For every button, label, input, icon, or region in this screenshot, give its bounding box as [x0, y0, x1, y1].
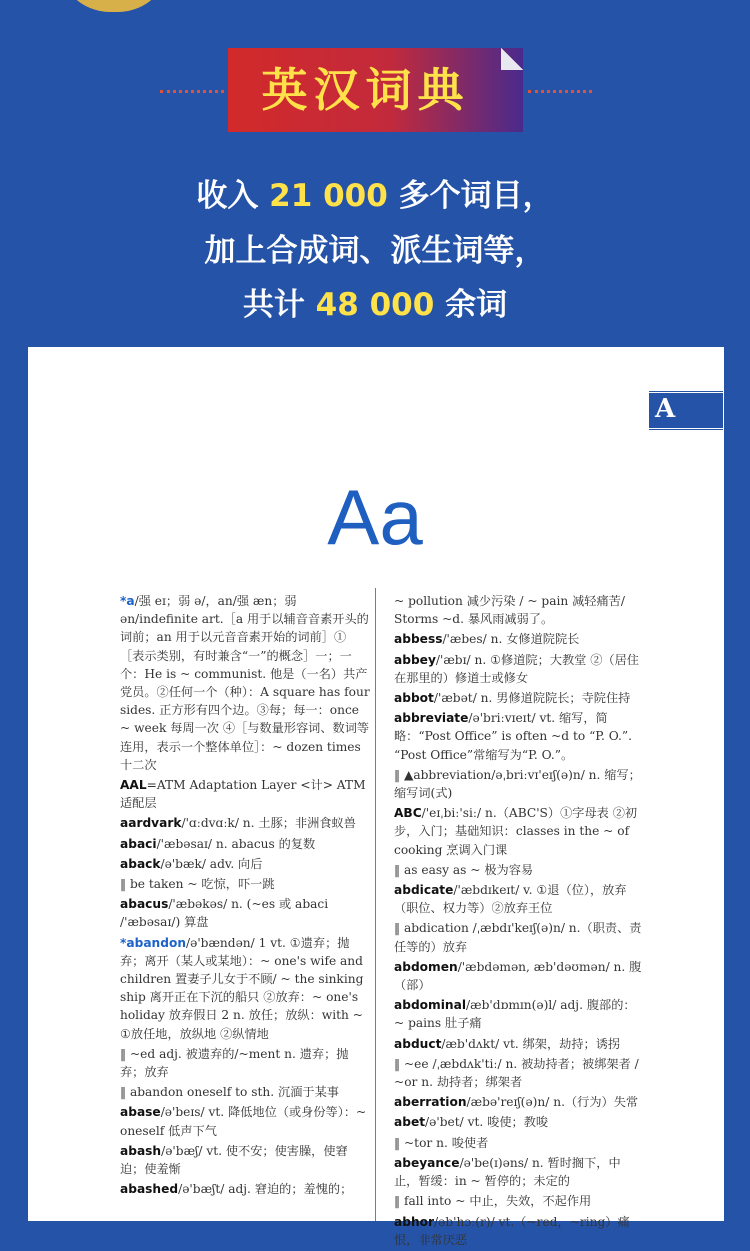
dictionary-entry [394, 1093, 644, 1111]
entry-definition: /'æbəkəs/ n. (~es 或 abaci /'æbəsaɪ/) 算盘 [120, 897, 329, 930]
entry-definition: /æb'dʌkt/ vt. 绑架，劫持；诱拐 [441, 1036, 621, 1051]
entry-definition: /'æbdɪkeɪt/ v. ①退（位），放弃（职位、权力等）②放弃王位 [394, 883, 627, 916]
dictionary-entry [120, 875, 370, 893]
dictionary-entry [394, 630, 644, 648]
headword: abacus [120, 897, 169, 912]
dictionary-entry [394, 881, 644, 917]
entry-definition: /'æbdəmən, æb'dəʊmən/ n. 腹（部） [394, 959, 642, 993]
intro-line-3: 共计 48 000 余词 [242, 287, 508, 323]
dictionary-entry [394, 766, 644, 802]
entry-definition: /'æbəsaɪ/ n. abacus 的复数 [156, 836, 316, 851]
dictionary-entry [394, 996, 644, 1032]
headword: abaci [120, 836, 157, 851]
entry-definition: /ə'bændən/ 1 vt. ①遗弃；抛弃；离开（某人或某地）：~ one's wife and children 置妻子儿女于不顾/ ~ the sinking ship 离开正在下沉的船只 ②放弃：~ one's holiday 放弃假日 2 n. 放任；放纵：with ~ ①放任地，放纵地 ②纵情地 [120, 935, 364, 1041]
headword: aardvark [120, 816, 182, 831]
entry-definition: =ATM Adaptation Layer <计> ATM 适配层 [120, 778, 366, 811]
headword: abdominal [394, 998, 467, 1013]
entry-definition: /'æbɪ/ n. ①修道院；大教堂 ②（居住在那里的）修道士或修女 [394, 652, 639, 685]
entry-definition: /ə'bæʃt/ adj. 窘迫的；羞愧的； [178, 1182, 353, 1197]
headword: abhor [394, 1214, 435, 1229]
entry-definition: ‖ ▲abbreviation/əˌbriːvɪ'eɪʃ(ə)n/ n. 缩写；缩写词(式) [394, 767, 641, 801]
entry-definition: /æbə'reɪʃ(ə)n/ n.（行为）失常 [466, 1095, 639, 1110]
headword: abbey [394, 652, 436, 667]
entry-definition: ‖ abdication /ˌæbdɪ'keɪʃ(ə)n/ n.（职责、责任等的）放弃 [394, 921, 642, 954]
dictionary-entry [120, 855, 370, 873]
dictionary-entry [120, 814, 370, 832]
headword: abdicate [394, 883, 454, 898]
dictionary-entry [394, 1154, 644, 1190]
dictionary-entry [394, 1055, 644, 1091]
headword: abashed [120, 1182, 179, 1197]
dictionary-entry [120, 1142, 370, 1178]
entry-definition: /'æbes/ n. 女修道院院长 [442, 632, 580, 647]
dictionary-entry [394, 709, 644, 764]
dictionary-entry [394, 1192, 644, 1210]
dictionary-entry [120, 592, 370, 774]
section-big-letters: Aa [327, 473, 423, 561]
entry-definition: /ə'beɪs/ vt. 降低地位（或身份等）：~ oneself 低声下气 [120, 1105, 367, 1138]
entry-definition: ‖ as easy as ~ 极为容易 [394, 862, 534, 877]
entry-definition: /ə'bet/ vt. 唆使；教唆 [425, 1115, 549, 1130]
headword: abase [120, 1105, 161, 1120]
dotted-line-right [528, 90, 592, 93]
entry-definition: /ə'bæk/ adv. 向后 [160, 856, 263, 871]
intro-line-1: 收入 21 000 多个词目， [196, 178, 554, 214]
dictionary-entry [394, 804, 644, 859]
entry-definition: /强 eɪ；弱 ə/，an/强 æn；弱 ən/indefinite art.［a 用于以辅音音素开头的词前；an 用于以元音音素开始的词前］①［表示类别，有时兼含“一”的概念］一；一个：He is ~ communist. 他是（一名）共产党员。②任何一个（种）：A square has four sides. 正方形有四个边。③每；每一：once ~ week 每周一次 ④［与数量形容词、数词等连用，表示一个整体单位］：~ dozen times 十二次 [120, 594, 370, 772]
dictionary-entry [394, 689, 644, 707]
dictionary-entry [120, 776, 370, 812]
dictionary-entry [394, 592, 644, 628]
entry-definition: ‖ ~ee /ˌæbdʌk'tiː/ n. 被劫持者；被绑架者 / ~or n. 劫持者；绑架者 [394, 1056, 639, 1090]
dictionary-entry [394, 651, 644, 687]
headword: abeyance [394, 1155, 460, 1170]
headword: *abandon [120, 935, 186, 950]
entry-definition: ‖ fall into ~ 中止，失效，不起作用 [394, 1194, 592, 1209]
column-divider [375, 588, 376, 1221]
entry-definition: /əb'hɔː(r)/ vt.（~red，~ring）痛恨，非常厌恶 [394, 1214, 630, 1247]
dictionary-entry [394, 919, 644, 955]
entry-definition: ‖ abandon oneself to sth. 沉湎于某事 [120, 1085, 339, 1100]
right-column [394, 592, 644, 1251]
headword: ABC [394, 806, 422, 821]
top-decoration [58, 0, 170, 12]
entry-definition: ‖ be taken ~ 吃惊，吓一跳 [120, 877, 275, 892]
dictionary-entry [120, 934, 370, 1043]
headword: abduct [394, 1036, 442, 1051]
headword: abdomen [394, 959, 458, 974]
entry-definition: ~ pollution 减少污染 / ~ pain 减轻痛苦/ Storms ~d. 暴风雨减弱了。 [394, 594, 625, 627]
entry-definition: /ə'bæʃ/ vt. 使不安；使害臊，使窘迫；使羞惭 [120, 1143, 348, 1177]
page-fold-corner [501, 48, 523, 70]
headword: AAL [120, 778, 147, 793]
section-letter-tab: A [649, 390, 723, 431]
headword: abbreviate [394, 711, 469, 726]
dictionary-entry [394, 1134, 644, 1152]
entry-definition: ‖ ~tor n. 唆使者 [394, 1135, 489, 1150]
dictionary-entry [120, 1045, 370, 1081]
intro-line-2: 加上合成词、派生词等， [204, 233, 546, 269]
entry-definition: /æb'dɒmɪn(ə)l/ adj. 腹部的：~ pains 肚子痛 [394, 998, 636, 1031]
dictionary-entry [120, 895, 370, 931]
dictionary-entry [394, 1035, 644, 1053]
headword: aberration [394, 1095, 467, 1110]
dictionary-entry [120, 1083, 370, 1101]
dotted-line-left [160, 90, 224, 93]
dictionary-entry [394, 1113, 644, 1131]
dictionary-entry [394, 958, 644, 994]
headword: abbess [394, 632, 443, 647]
headword: *a [120, 594, 135, 608]
title-banner [228, 48, 523, 132]
dictionary-entry [394, 1213, 644, 1249]
entry-definition: /'ɑːdvɑːk/ n. 土豚；非洲食蚁兽 [181, 816, 356, 831]
page-title: 英汉词典 [261, 63, 470, 117]
dictionary-entry [120, 1103, 370, 1139]
dictionary-entry [120, 835, 370, 853]
headword: abet [394, 1115, 426, 1130]
entry-definition: /ə'briːvɪeɪt/ vt. 缩写，简略：“Post Office” is often ~d to “P. O.”. “Post Office”常缩写为“P. O.”。 [394, 711, 633, 762]
entry-definition: /'eɪˌbiː'siː/ n.（ABC'S）①字母表 ②初步，入门；基础知识：classes in the ~ of cooking 烹调入门课 [394, 806, 638, 857]
dictionary-entry [120, 1180, 370, 1198]
entry-definition: /'æbət/ n. 男修道院院长；寺院住持 [433, 691, 631, 706]
entry-definition: /ə'be(ɪ)əns/ n. 暂时搁下，中止，暂缓：in ~ 暂停的；未定的 [394, 1155, 621, 1189]
headword: aback [120, 856, 161, 871]
headword: abbot [394, 691, 434, 706]
headword: abash [120, 1143, 162, 1158]
left-column [120, 592, 370, 1201]
dictionary-entry [394, 861, 644, 879]
entry-definition: ‖ ~ed adj. 被遗弃的/~ment n. 遗弃；抛弃；放弃 [120, 1046, 349, 1080]
